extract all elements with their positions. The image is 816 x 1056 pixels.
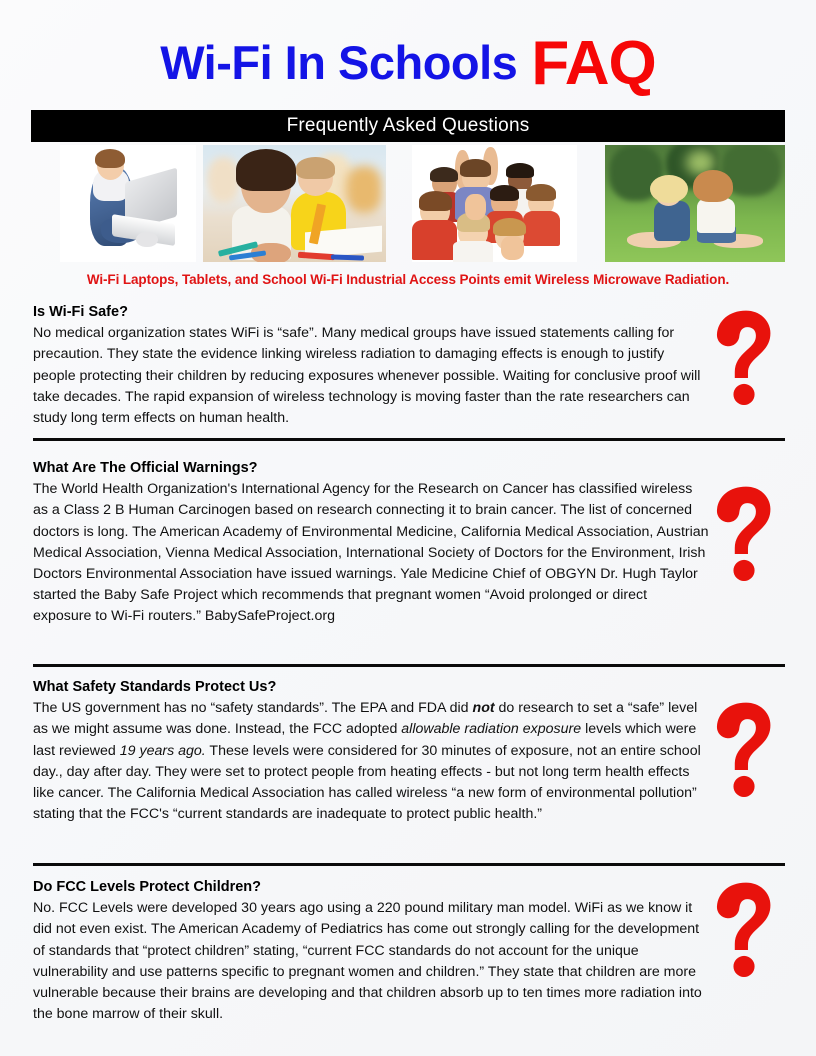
faq-section-4 [33, 878, 785, 1025]
banner: Frequently Asked Questions [31, 110, 785, 142]
page-title-main: Wi-Fi In Schools [160, 35, 518, 89]
photo-children-drawing-in-classroom [203, 145, 386, 262]
question-mark-icon [713, 308, 779, 407]
faq-section-2 [33, 459, 785, 628]
faq-answer-3: The US government has no “safety standards”. The EPA and FDA did not do research to set a “safe” level as we might assume was done. Instead, the FCC adopted allowable radiation exposure levels which were last reviewed 19 years ago. These levels were considered for 30 minutes of exposure, not an entire school day., day after day. They were set to protect people from heating effects - but not long term health effects like cancer. The California Medical Association has called wireless “a new form of environmental pollution” stating that the FCC's “current standards are inadequate to protect public health.” [33, 700, 701, 823]
section-divider-3 [33, 863, 785, 866]
faq-question-2: What Are The Official Warnings? [33, 460, 258, 476]
faq-section-1 [33, 303, 785, 429]
section-divider-2 [33, 664, 785, 667]
subtitle-warning: Wi-Fi Laptops, Tablets, and School Wi-Fi Industrial Access Points emit Wireless Microwave Radiation. [86, 272, 730, 287]
faq-answer-1: No medical organization states WiFi is “safe”. Many medical groups have issued statements calling for precaution. They state the evidence linking wireless radiation to damaging effects is enough to justify people protecting their children by reducing exposures whenever possible. Waiting for conclusive proof will take decades. The rapid expansion of wireless technology is moving faster than the rate researchers can study long term effects on human health. [33, 325, 701, 426]
section-divider-1 [33, 438, 785, 441]
faq-question-1: Is Wi-Fi Safe? [33, 304, 128, 320]
question-mark-icon [713, 700, 779, 799]
faq-answer-2: The World Health Organization's International Agency for the Research on Cancer has classified wireless as a Class 2 B Human Carcinogen based on research connecting it to brain cancer. The list of concerned doctors is long. The American Academy of Environmental Medicine, California Medical Association, Austrian Medical Association, Vienna Medical Association, International Society of Doctors for the Environment, Irish Doctors Environmental Association have issued warnings. Yale Medicine Chief of OBGYN Dr. Hugh Taylor started the Baby Safe Project which recommends that pregnant women “Avoid prolonged or direct exposure to Wi-Fi routers.” BabySafeProject.org [33, 481, 709, 625]
faq-answer-4: No. FCC Levels were developed 30 years ago using a 220 pound military man model. WiFi as we know it did not even exist. The American Academy of Pediatrics has come out strongly calling for the development of standards that “protect children” stating, “current FCC standards do not account for the unique vulnerability and use patterns specific to pregnant women and children.” They state that children are more vulnerable because their brains are developing and that children absorb up to ten times more radiation into the bone marrow of their skull. [33, 900, 702, 1023]
faq-section-3 [33, 678, 785, 825]
page-title [0, 26, 816, 98]
faq-question-3: What Safety Standards Protect Us? [33, 679, 277, 695]
question-mark-icon [713, 484, 779, 583]
faq-question-4: Do FCC Levels Protect Children? [33, 879, 262, 895]
photo-strip [31, 145, 785, 262]
photo-group-of-children-cheering [412, 145, 577, 262]
page-title-faq: FAQ [531, 29, 656, 98]
photo-toddler-with-laptop [60, 145, 196, 262]
photo-two-girls-sitting-on-grass [605, 145, 785, 262]
question-mark-icon [713, 880, 779, 979]
